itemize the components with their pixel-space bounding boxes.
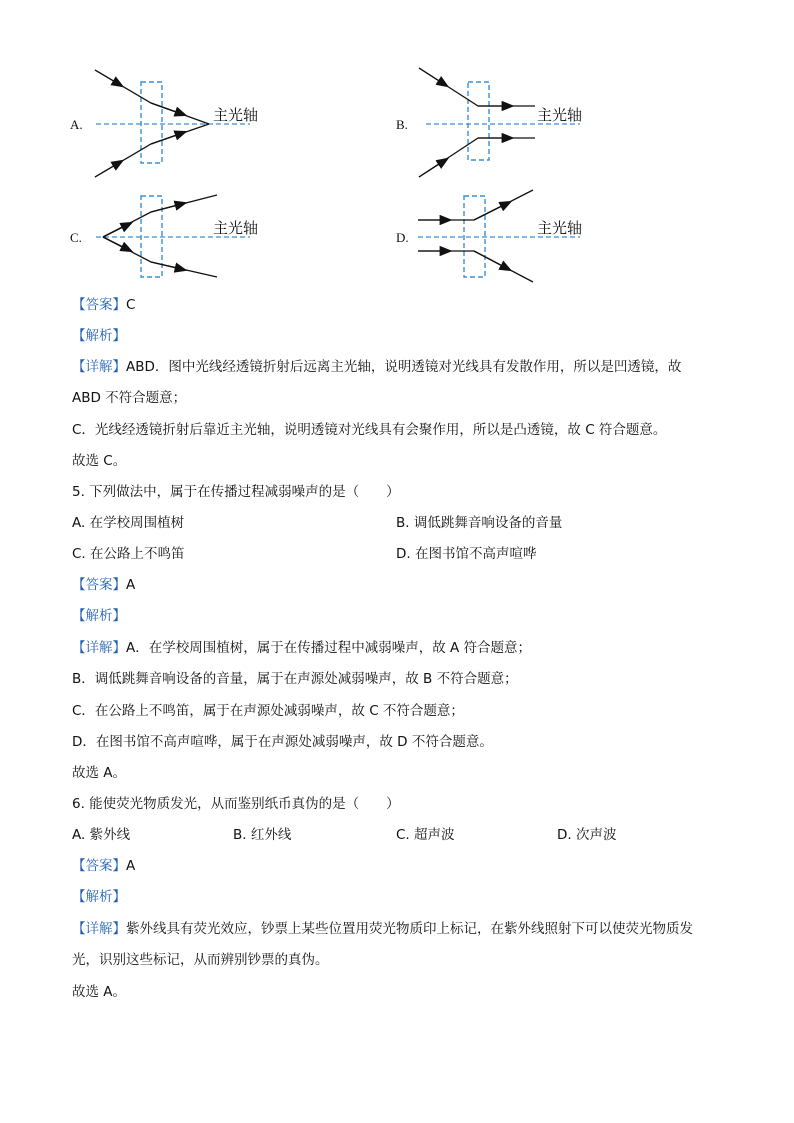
- figure-b-label: B.: [396, 117, 408, 132]
- analysis-tag: 【解析】: [72, 328, 126, 344]
- answer-value: A: [126, 577, 136, 593]
- figure-d-axis-label: 主光轴: [537, 219, 583, 237]
- q6-detail-line-2: 光，识别这些标记，从而辨别钞票的真伪。: [72, 952, 329, 968]
- figure-c-label: C.: [70, 230, 82, 245]
- q4-detail-line-2: ABD 不符合题意；: [72, 390, 187, 406]
- detail-tag: 【详解】: [72, 921, 126, 937]
- q5-conclusion: 故选 A。: [72, 765, 127, 781]
- q6-option-d: D. 次声波: [557, 827, 617, 843]
- q4-detail-line-3: C．光线经透镜折射后靠近主光轴，说明透镜对光线具有会聚作用，所以是凸透镜，故 C 符合题意。: [72, 422, 667, 438]
- q6-option-b: B. 红外线: [233, 827, 292, 843]
- figure-b-axis-label: 主光轴: [537, 106, 583, 124]
- q4-detail-line-1: [72, 358, 681, 376]
- q4-conclusion: 故选 C。: [72, 453, 127, 469]
- q5-option-b: B. 调低跳舞音响设备的音量: [396, 515, 563, 531]
- q6-analysis-heading: [72, 888, 126, 906]
- figure-a-label: A.: [70, 117, 83, 132]
- figure-c-axis-label: 主光轴: [213, 219, 259, 237]
- figure-a-axis-label: 主光轴: [213, 106, 259, 124]
- answer-tag: 【答案】: [72, 297, 126, 313]
- detail-text: 紫外线具有荧光效应，钞票上某些位置用荧光物质印上标记，在紫外线照射下可以使荧光物质发: [126, 921, 693, 937]
- q5-detail-line-2: B．调低跳舞音响设备的音量，属于在声源处减弱噪声，故 B 不符合题意；: [72, 671, 518, 687]
- q5-option-a: A. 在学校周围植树: [72, 515, 185, 531]
- answer-value: C: [126, 297, 136, 313]
- q6-stem: 6. 能使荧光物质发光，从而鉴别纸币真伪的是（ ）: [72, 796, 400, 812]
- q5-detail-line-4: D．在图书馆不高声喧哗，属于在声源处减弱噪声，故 D 不符合题意。: [72, 734, 493, 750]
- q4-analysis-heading: [72, 327, 126, 345]
- answer-tag: 【答案】: [72, 858, 126, 874]
- detail-tag: 【详解】: [72, 640, 126, 656]
- q6-option-c: C. 超声波: [396, 827, 455, 843]
- q5-detail-line-3: C．在公路上不鸣笛，属于在声源处减弱噪声，故 C 不符合题意；: [72, 703, 464, 719]
- q6-conclusion: 故选 A。: [72, 984, 127, 1000]
- q5-analysis-heading: [72, 607, 126, 625]
- analysis-tag: 【解析】: [72, 889, 126, 905]
- q5-option-c: C. 在公路上不鸣笛: [72, 546, 185, 562]
- q6-answer: [72, 857, 135, 875]
- detail-text: A．在学校周围植树，属于在传播过程中减弱噪声，故 A 符合题意；: [126, 640, 532, 656]
- figure-d-label: D.: [396, 230, 409, 245]
- analysis-tag: 【解析】: [72, 608, 126, 624]
- q6-detail-line-1: [72, 920, 693, 938]
- q5-stem: 5. 下列做法中，属于在传播过程减弱噪声的是（ ）: [72, 484, 400, 500]
- q5-detail-line-1: [72, 639, 531, 657]
- detail-tag: 【详解】: [72, 359, 126, 375]
- q6-option-a: A. 紫外线: [72, 827, 131, 843]
- q5-answer: [72, 576, 135, 594]
- q4-answer: [72, 296, 135, 314]
- answer-tag: 【答案】: [72, 577, 126, 593]
- answer-value: A: [126, 858, 136, 874]
- detail-text: ABD．图中光线经透镜折射后远离主光轴，说明透镜对光线具有发散作用，所以是凹透镜，故: [126, 359, 682, 375]
- q5-option-d: D. 在图书馆不高声喧哗: [396, 546, 537, 562]
- lens-diagrams: [0, 0, 794, 300]
